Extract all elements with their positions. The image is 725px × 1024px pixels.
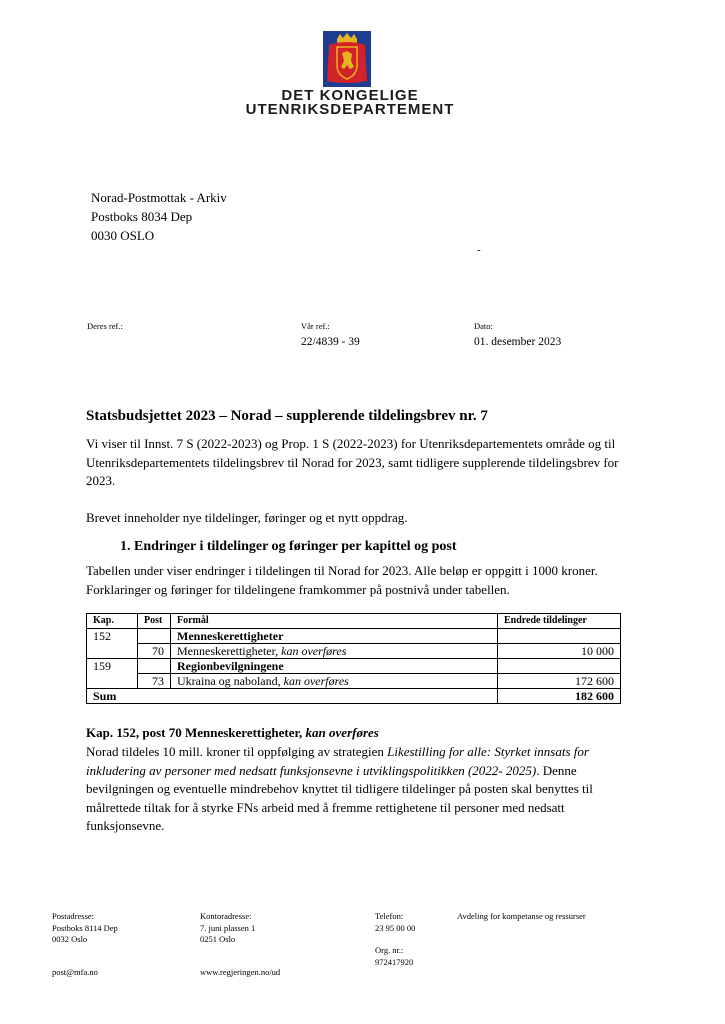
footer-website[interactable]: www.regjeringen.no/ud [200, 967, 281, 977]
ministry-name-line2: UTENRIKSDEPARTEMENT [245, 101, 455, 118]
header-kap: Kap. [87, 614, 138, 629]
cell-amount [498, 629, 621, 644]
table-sum-row [87, 689, 621, 704]
postadresse-line2: 0032 Oslo [52, 934, 88, 944]
postadresse-label: Postadresse: [52, 911, 95, 921]
cell-amount: 10 000 [498, 644, 621, 659]
cell-post: 70 [138, 644, 171, 659]
formal-text: Ukraina og naboland, [177, 674, 284, 688]
cell-formal: Menneskerettigheter [171, 629, 498, 644]
kap-152-body [86, 743, 646, 836]
kontor-line1: 7. juni plassen 1 [200, 922, 256, 933]
table-header-row [87, 614, 621, 629]
table-row [87, 644, 621, 659]
postadresse-line1: Postboks 8114 Dep [52, 922, 118, 933]
orgnr-label: Org. nr.: [375, 945, 404, 955]
kap-body-part2: . Denne bevilgningen og eventuelle mindrebehov knyttet til tidligere tildelinger på posten skal benyttes til målrettede tiltak for å styrke FNs arbeid med å fremme rettighetene til personer med nedsatt funksjonsevne. [86, 762, 593, 833]
kap-heading-note: kan overføres [305, 725, 379, 740]
recipient-name: Norad-Postmottak - Arkiv [91, 190, 227, 205]
letter-title: Statsbudsjettet 2023 – Norad – supplerende tildelingsbrev nr. 7 [86, 408, 488, 424]
content-note: Brevet inneholder nye tildelinger, føringer og et nytt oppdrag. [86, 510, 408, 525]
kontor-label: Kontoradresse: [200, 911, 252, 921]
cell-kap [87, 644, 138, 659]
strategy-title: Likestilling for alle: Styrket innsats for inkludering av personer med nedsatt funksjonsevne i utviklingspolitikken (2022- 2025) [86, 744, 589, 778]
cell-formal [171, 674, 498, 689]
sum-label: Sum [87, 689, 498, 704]
sum-value: 182 600 [498, 689, 621, 704]
header-formal: Formål [171, 614, 498, 629]
footer-avdeling: Avdeling for kompetanse og ressurser [457, 911, 586, 921]
cell-kap: 152 [87, 629, 138, 644]
telefon-label: Telefon: [375, 911, 404, 921]
allocation-table [86, 613, 621, 704]
telefon-value: 23 95 00 00 [375, 922, 416, 933]
cell-kap [87, 674, 138, 689]
table-row [87, 674, 621, 689]
kontor-line2: 0251 Oslo [200, 934, 236, 944]
var-ref-value: 22/4839 - 39 [301, 336, 360, 348]
cell-amount [498, 659, 621, 674]
cell-post: 73 [138, 674, 171, 689]
kap-152-heading [86, 725, 379, 741]
cell-kap: 159 [87, 659, 138, 674]
formal-note: kan overføres [281, 644, 347, 658]
footer-orgnr [375, 945, 413, 968]
ministry-name-line1: DET KONGELIGE [281, 87, 419, 104]
recipient-city: 0030 OSLO [91, 228, 155, 243]
kap-body-part1: Norad tildeles 10 mill. kroner til oppfølging av strategien [86, 744, 388, 759]
date-value: 01. desember 2023 [474, 336, 562, 348]
footer-email[interactable]: post@mfa.no [52, 967, 98, 977]
footer-postadresse [52, 911, 118, 946]
section-1-text: Tabellen under viser endringer i tildelingen til Norad for 2023. Alle beløp er oppgitt i 1000 kroner. Forklaringer og føringer for tildelingene framkommer på postnivå under tabellen. [86, 563, 598, 597]
intro-paragraph: Vi viser til Innst. 7 S (2022-2023) og Prop. 1 S (2022-2023) for Utenriksdepartementets område og til Utenriksdepartementets tildelingsbrev til Norad for 2023, samt tidligere supplerende tildelingsbrev for 2023. [86, 436, 619, 488]
header-endrede: Endrede tildelinger [498, 614, 621, 629]
cell-post [138, 659, 171, 674]
cell-formal [171, 644, 498, 659]
deres-ref-label: Deres ref.: [87, 321, 123, 331]
footer-kontoradresse [200, 911, 255, 946]
date-label: Dato: [474, 321, 493, 331]
cell-post [138, 629, 171, 644]
table-row [87, 659, 621, 674]
recipient-postbox: Postboks 8034 Dep [91, 209, 193, 224]
formal-note: kan overføres [283, 674, 349, 688]
orgnr-value: 972417920 [375, 956, 414, 967]
footer-telefon [375, 911, 415, 934]
table-row [87, 629, 621, 644]
placeholder-dash: - [477, 244, 481, 256]
var-ref-label: Vår ref.: [301, 321, 330, 331]
header-post: Post [138, 614, 171, 629]
section-1-heading: 1. Endringer i tildelinger og føringer per kapittel og post [120, 539, 457, 554]
kap-heading-text: Kap. 152, post 70 Menneskerettigheter, [86, 725, 306, 740]
formal-text: Menneskerettigheter, [177, 644, 282, 658]
coat-of-arms-logo [323, 31, 371, 87]
cell-formal: Regionbevilgningene [171, 659, 498, 674]
cell-amount: 172 600 [498, 674, 621, 689]
